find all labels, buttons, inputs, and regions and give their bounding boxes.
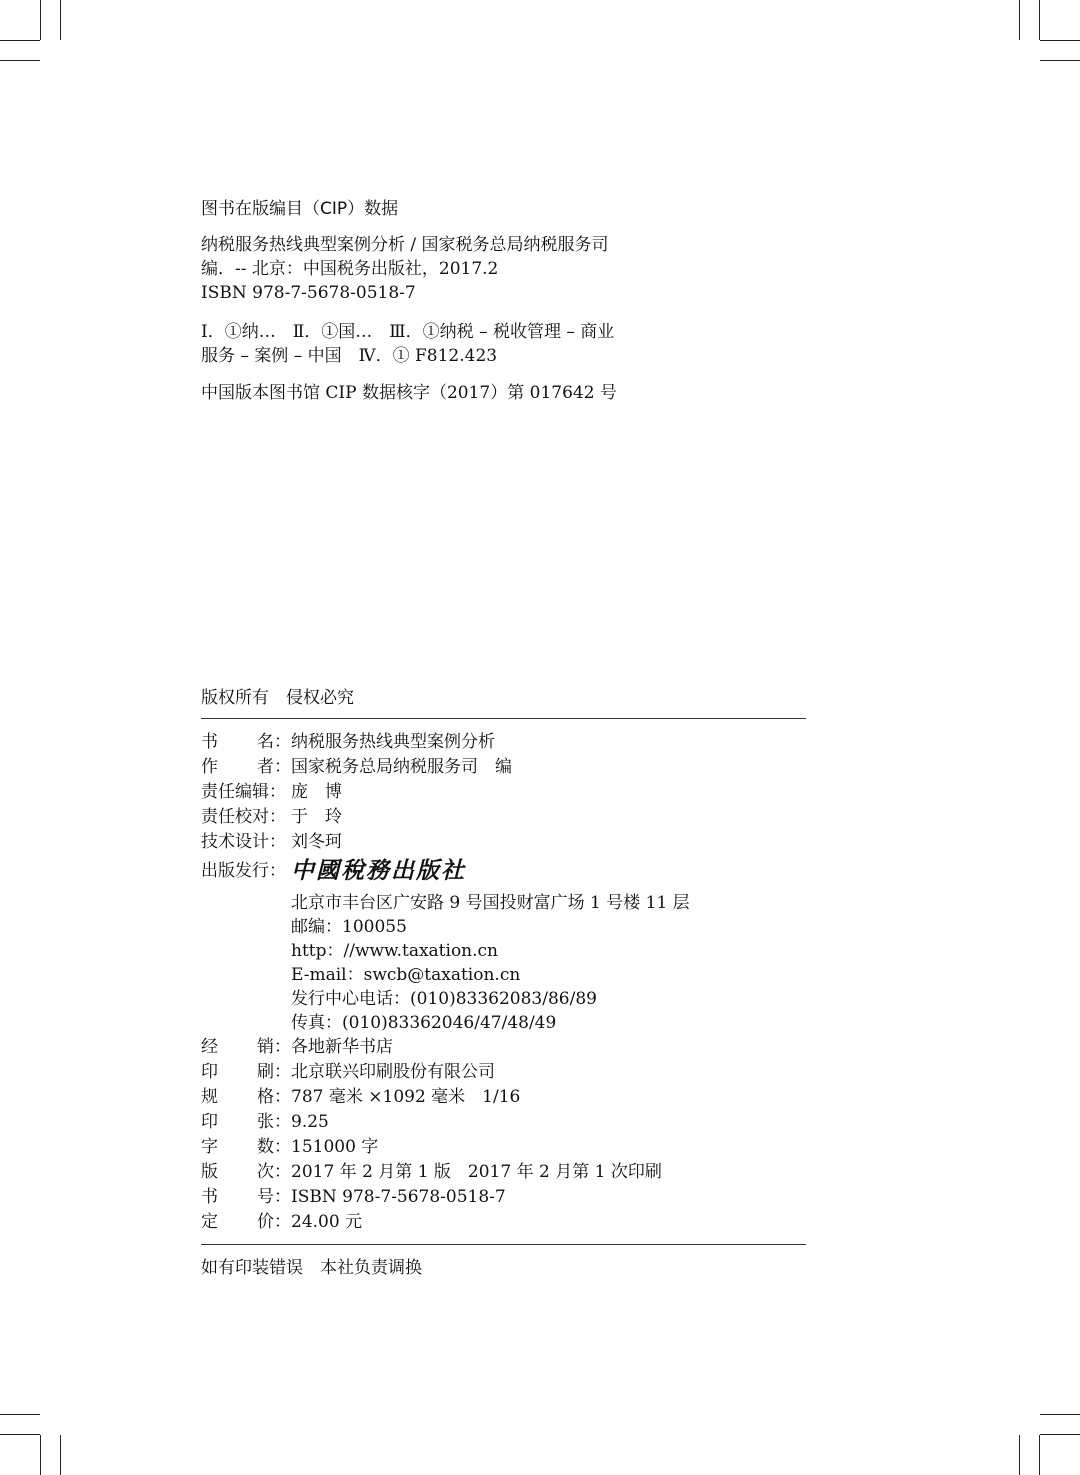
- detail-label: 字 数：: [201, 1137, 291, 1157]
- crop-mark: [40, 1435, 41, 1475]
- detail-value: 9.25: [291, 1112, 329, 1132]
- crop-mark: [1040, 1434, 1080, 1435]
- detail-value: 2017 年 2 月第 1 版 2017 年 2 月第 1 次印刷: [291, 1162, 662, 1182]
- detail-row-proofreader: [201, 805, 821, 830]
- crop-mark: [1039, 1435, 1040, 1475]
- detail-label: 责任编辑：: [201, 782, 286, 802]
- detail-row-publisher: [201, 855, 821, 891]
- detail-value: ISBN 978-7-5678-0518-7: [291, 1187, 506, 1207]
- detail-label: 印 刷：: [201, 1062, 291, 1082]
- cip-classification: [201, 320, 614, 368]
- publisher-postcode: 邮编：100055: [291, 917, 407, 937]
- detail-label: 书 号：: [201, 1187, 291, 1207]
- detail-label: 版 次：: [201, 1162, 291, 1182]
- divider: [201, 1244, 806, 1245]
- divider: [201, 718, 806, 719]
- cip-description: [201, 233, 609, 305]
- detail-label: 责任校对：: [201, 807, 286, 827]
- cip-title: 图书在版编目（CIP）数据: [201, 199, 399, 219]
- detail-row-designer: [201, 830, 821, 855]
- crop-mark: [1019, 0, 1020, 40]
- publisher-website: http：//www.taxation.cn: [291, 941, 499, 961]
- detail-row-edition: [201, 1160, 821, 1185]
- publisher-address: 北京市丰台区广安路 9 号国投财富广场 1 号楼 11 层: [291, 893, 690, 913]
- detail-value: 于 玲: [291, 807, 342, 827]
- copyright-notice: 版权所有 侵权必究: [201, 688, 354, 708]
- detail-value: 787 毫米 ×1092 毫米 1/16: [291, 1087, 521, 1107]
- detail-value: 各地新华书店: [291, 1037, 393, 1057]
- detail-label: 作 者：: [201, 757, 291, 777]
- publisher-phone: 发行中心电话：(010)83362083/86/89: [291, 989, 597, 1009]
- crop-mark: [1040, 40, 1080, 41]
- detail-row-author: [201, 755, 821, 780]
- crop-mark: [1019, 1435, 1020, 1475]
- detail-label: 出版发行：: [201, 861, 286, 881]
- footer-notice: 如有印装错误 本社负责调换: [201, 1258, 422, 1278]
- detail-label: 定 价：: [201, 1212, 291, 1232]
- detail-label: 经 销：: [201, 1037, 291, 1057]
- crop-mark: [60, 0, 61, 40]
- publisher-logo: 中國稅務出版社: [291, 857, 466, 884]
- cip-class-line: Ⅰ．①纳… Ⅱ．①国… Ⅲ．①纳税 – 税收管理 – 商业: [201, 322, 615, 342]
- detail-row-isbn: [201, 1185, 821, 1210]
- detail-value: 24.00 元: [291, 1212, 363, 1232]
- crop-mark: [60, 1435, 61, 1475]
- detail-row-sheets: [201, 1110, 821, 1135]
- publisher-fax: 传真：(010)83362046/47/48/49: [291, 1013, 557, 1033]
- detail-row-editor: [201, 780, 821, 805]
- publication-details: [201, 730, 821, 1235]
- detail-label: 技术设计：: [201, 832, 286, 852]
- crop-mark: [1040, 1414, 1080, 1415]
- detail-row-format: [201, 1085, 821, 1110]
- detail-value: 庞 博: [291, 782, 342, 802]
- crop-mark: [1040, 60, 1080, 61]
- detail-value: 刘冬珂: [291, 832, 342, 852]
- detail-value: 国家税务总局纳税服务司 编: [291, 757, 512, 777]
- crop-mark: [0, 60, 40, 61]
- detail-row-words: [201, 1135, 821, 1160]
- crop-mark: [1039, 0, 1040, 40]
- crop-mark: [40, 0, 41, 40]
- detail-value: 151000 字: [291, 1137, 379, 1157]
- cip-desc-line: 纳税服务热线典型案例分析 / 国家税务总局纳税服务司: [201, 235, 609, 255]
- detail-row-book-name: [201, 730, 821, 755]
- cip-desc-line: ISBN 978-7-5678-0518-7: [201, 283, 416, 303]
- detail-row-distributor: [201, 1035, 821, 1060]
- detail-value: 北京联兴印刷股份有限公司: [291, 1062, 495, 1082]
- detail-label: 书 名：: [201, 732, 291, 752]
- crop-mark: [0, 1414, 40, 1415]
- detail-row-printer: [201, 1060, 821, 1085]
- detail-value: 纳税服务热线典型案例分析: [291, 732, 495, 752]
- cip-desc-line: 编．-- 北京：中国税务出版社，2017.2: [201, 259, 499, 279]
- detail-label: 印 张：: [201, 1112, 291, 1132]
- detail-label: 规 格：: [201, 1087, 291, 1107]
- crop-mark: [0, 40, 40, 41]
- crop-mark: [0, 1434, 40, 1435]
- publisher-email: E-mail：swcb@taxation.cn: [291, 965, 521, 985]
- cip-record-number: 中国版本图书馆 CIP 数据核字（2017）第 017642 号: [201, 383, 617, 403]
- detail-row-price: [201, 1210, 821, 1235]
- cip-class-line: 服务 – 案例 – 中国 Ⅳ．① F812.423: [201, 346, 498, 366]
